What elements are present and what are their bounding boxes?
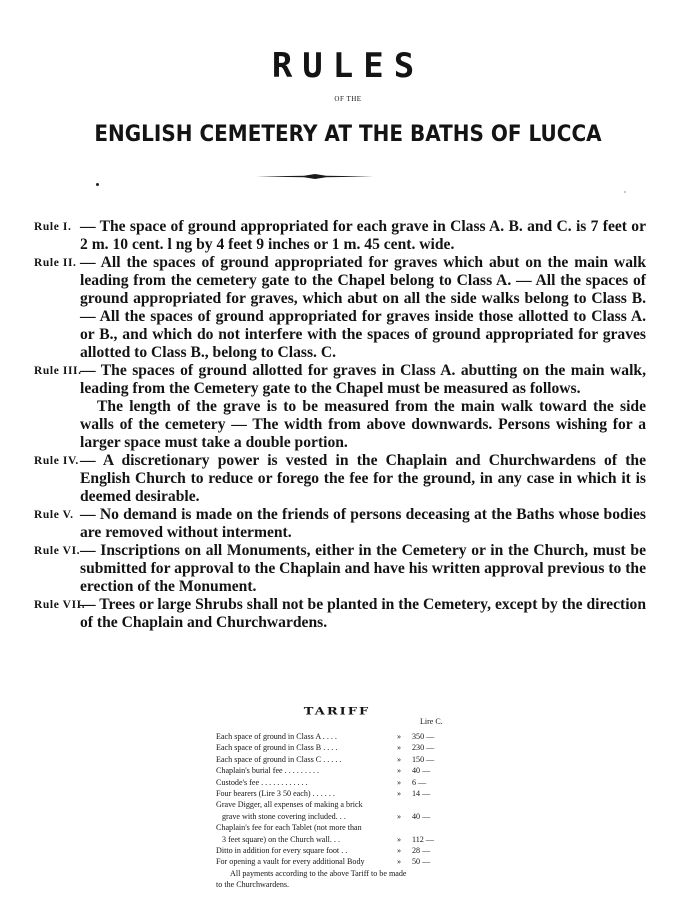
ornament-divider <box>256 171 374 181</box>
tariff-item: Chaplain's fee for each Tablet (not more than <box>216 823 362 833</box>
tariff-ditto-mark: » <box>397 857 402 867</box>
tariff-ditto-mark: » <box>397 788 402 798</box>
tariff-row <box>216 777 466 788</box>
page-subtitle: ENGLISH CEMETERY AT THE BATHS OF LUCCA <box>94 119 602 147</box>
rule-6 <box>34 542 646 596</box>
tariff-item: Each space of ground in Class C . . . . . <box>216 754 342 764</box>
tariff-ditto-mark: » <box>397 777 402 787</box>
rule-label: Rule IV. <box>34 455 79 467</box>
tariff-item: Custode's fee . . . . . . . . . . . . <box>216 777 308 787</box>
tariff-ditto-mark: » <box>397 732 402 741</box>
tariff-amount: 50 — <box>412 857 431 867</box>
tariff-amount: 230 — <box>412 743 435 753</box>
tariff-amount: 40 — <box>412 811 431 821</box>
tariff-row <box>216 788 466 799</box>
rule-label: Rule II. <box>34 257 77 269</box>
ink-dot <box>96 183 99 186</box>
tariff-amount: 112 — <box>412 834 434 844</box>
tariff-item: Each space of ground in Class B . . . . <box>216 743 338 753</box>
tariff-row <box>216 811 466 822</box>
tariff-table <box>216 731 466 890</box>
rule-continuation: The length of the grave is to be measured from the main walk toward the side walls of the cemetery — The width from above downwards. Persons wishing for a larger space must take a double portion. <box>80 398 646 451</box>
tariff-ditto-mark: » <box>397 845 402 855</box>
rule-label: Rule VI. <box>34 545 81 557</box>
tariff-amount: 6 — <box>412 777 427 787</box>
rule-text: — A discretionary power is vested in the Chaplain and Churchwardens of the English Church to reduce or forego the fee for the ground, in any case in which it is deemed desirable. <box>80 452 646 505</box>
tariff-item: Each space of ground in Class A . . . . <box>216 732 337 741</box>
tariff-amount: 28 — <box>412 845 431 855</box>
rule-text: — No demand is made on the friends of persons deceasing at the Baths whose bodies are removed without interment. <box>80 506 646 541</box>
tariff-row <box>216 754 466 765</box>
tariff-amount: 150 — <box>412 754 435 764</box>
tariff-amount: 40 — <box>412 766 431 776</box>
rule-label: Rule VII. <box>34 599 86 611</box>
tariff-ditto-mark: » <box>397 743 402 753</box>
tariff-item: Ditto in addition for every square foot . . <box>216 845 348 855</box>
tariff-row <box>216 742 466 753</box>
page-title: RULES <box>271 46 425 86</box>
rule-3 <box>34 362 646 452</box>
tariff-item: For opening a vault for every additional Body <box>216 857 365 867</box>
rule-text: — The spaces of ground allotted for graves in Class A. abutting on the main walk, leading from the Cemetery gate to the Chapel must be measured as follows. <box>80 362 646 397</box>
rule-label: Rule III. <box>34 365 82 377</box>
rule-1 <box>34 218 646 254</box>
tariff-ditto-mark: » <box>397 834 402 844</box>
rule-label: Rule V. <box>34 509 74 521</box>
rule-5 <box>34 506 646 542</box>
paper-speck <box>624 191 626 193</box>
rule-text: — Trees or large Shrubs shall not be planted in the Cemetery, except by the direction of the Chaplain and Churchwardens. <box>80 596 646 631</box>
tariff-row <box>216 731 466 742</box>
tariff-heading: TARIFF <box>303 705 371 718</box>
tariff-item: Four bearers (Lire 3 50 each) . . . . . . <box>216 788 335 798</box>
rule-label: Rule I. <box>34 221 72 233</box>
tariff-row <box>216 765 466 776</box>
tariff-item: 3 feet square) on the Church wall. . . <box>222 834 340 844</box>
tariff-row <box>216 834 466 845</box>
rule-text: — The space of ground appropriated for each grave in Class A. B. and C. is 7 feet or 2 m. 10 cent. l ng by 4 feet 9 inches or 1 m. 45 cent. wide. <box>80 218 646 253</box>
title-connector: OF THE <box>334 95 362 103</box>
tariff-row <box>216 822 466 833</box>
rule-2 <box>34 254 646 362</box>
tariff-note: All payments according to the above Tariff to be made <box>230 868 407 878</box>
tariff-row <box>216 856 466 867</box>
rule-4 <box>34 452 646 506</box>
tariff-amount: 14 — <box>412 788 431 798</box>
rules-list <box>34 218 646 632</box>
tariff-item: Grave Digger, all expenses of making a brick <box>216 800 363 810</box>
tariff-ditto-mark: » <box>397 766 402 776</box>
tariff-currency-header: Lire C. <box>420 717 443 726</box>
tariff-note-continued: to the Churchwardens. <box>216 879 290 889</box>
tariff-row <box>216 799 466 810</box>
tariff-row <box>216 845 466 856</box>
rule-7 <box>34 596 646 632</box>
rule-text: — All the spaces of ground appropriated for graves which abut on the main walk leading from the cemetery gate to the Chapel belong to Class A. — All the spaces of ground appropriated for graves, which abut on all the side walks belong to Class B. — All the spaces of ground appropriated for graves inside those allotted to Class A. or B., and which do not interfere with the spaces of ground appropriated for graves allotted to Class B., belong to Class. C. <box>80 254 646 361</box>
tariff-item: grave with stone covering included. . . <box>222 811 346 821</box>
tariff-ditto-mark: » <box>397 811 402 821</box>
tariff-ditto-mark: » <box>397 754 402 764</box>
rule-text: — Inscriptions on all Monuments, either in the Cemetery or in the Church, must be submitted for approval to the Chaplain and have his written approval previous to the erection of the Monument. <box>80 542 646 595</box>
tariff-item: Chaplain's burial fee . . . . . . . . . <box>216 766 320 776</box>
tariff-amount: 350 — <box>412 732 435 741</box>
